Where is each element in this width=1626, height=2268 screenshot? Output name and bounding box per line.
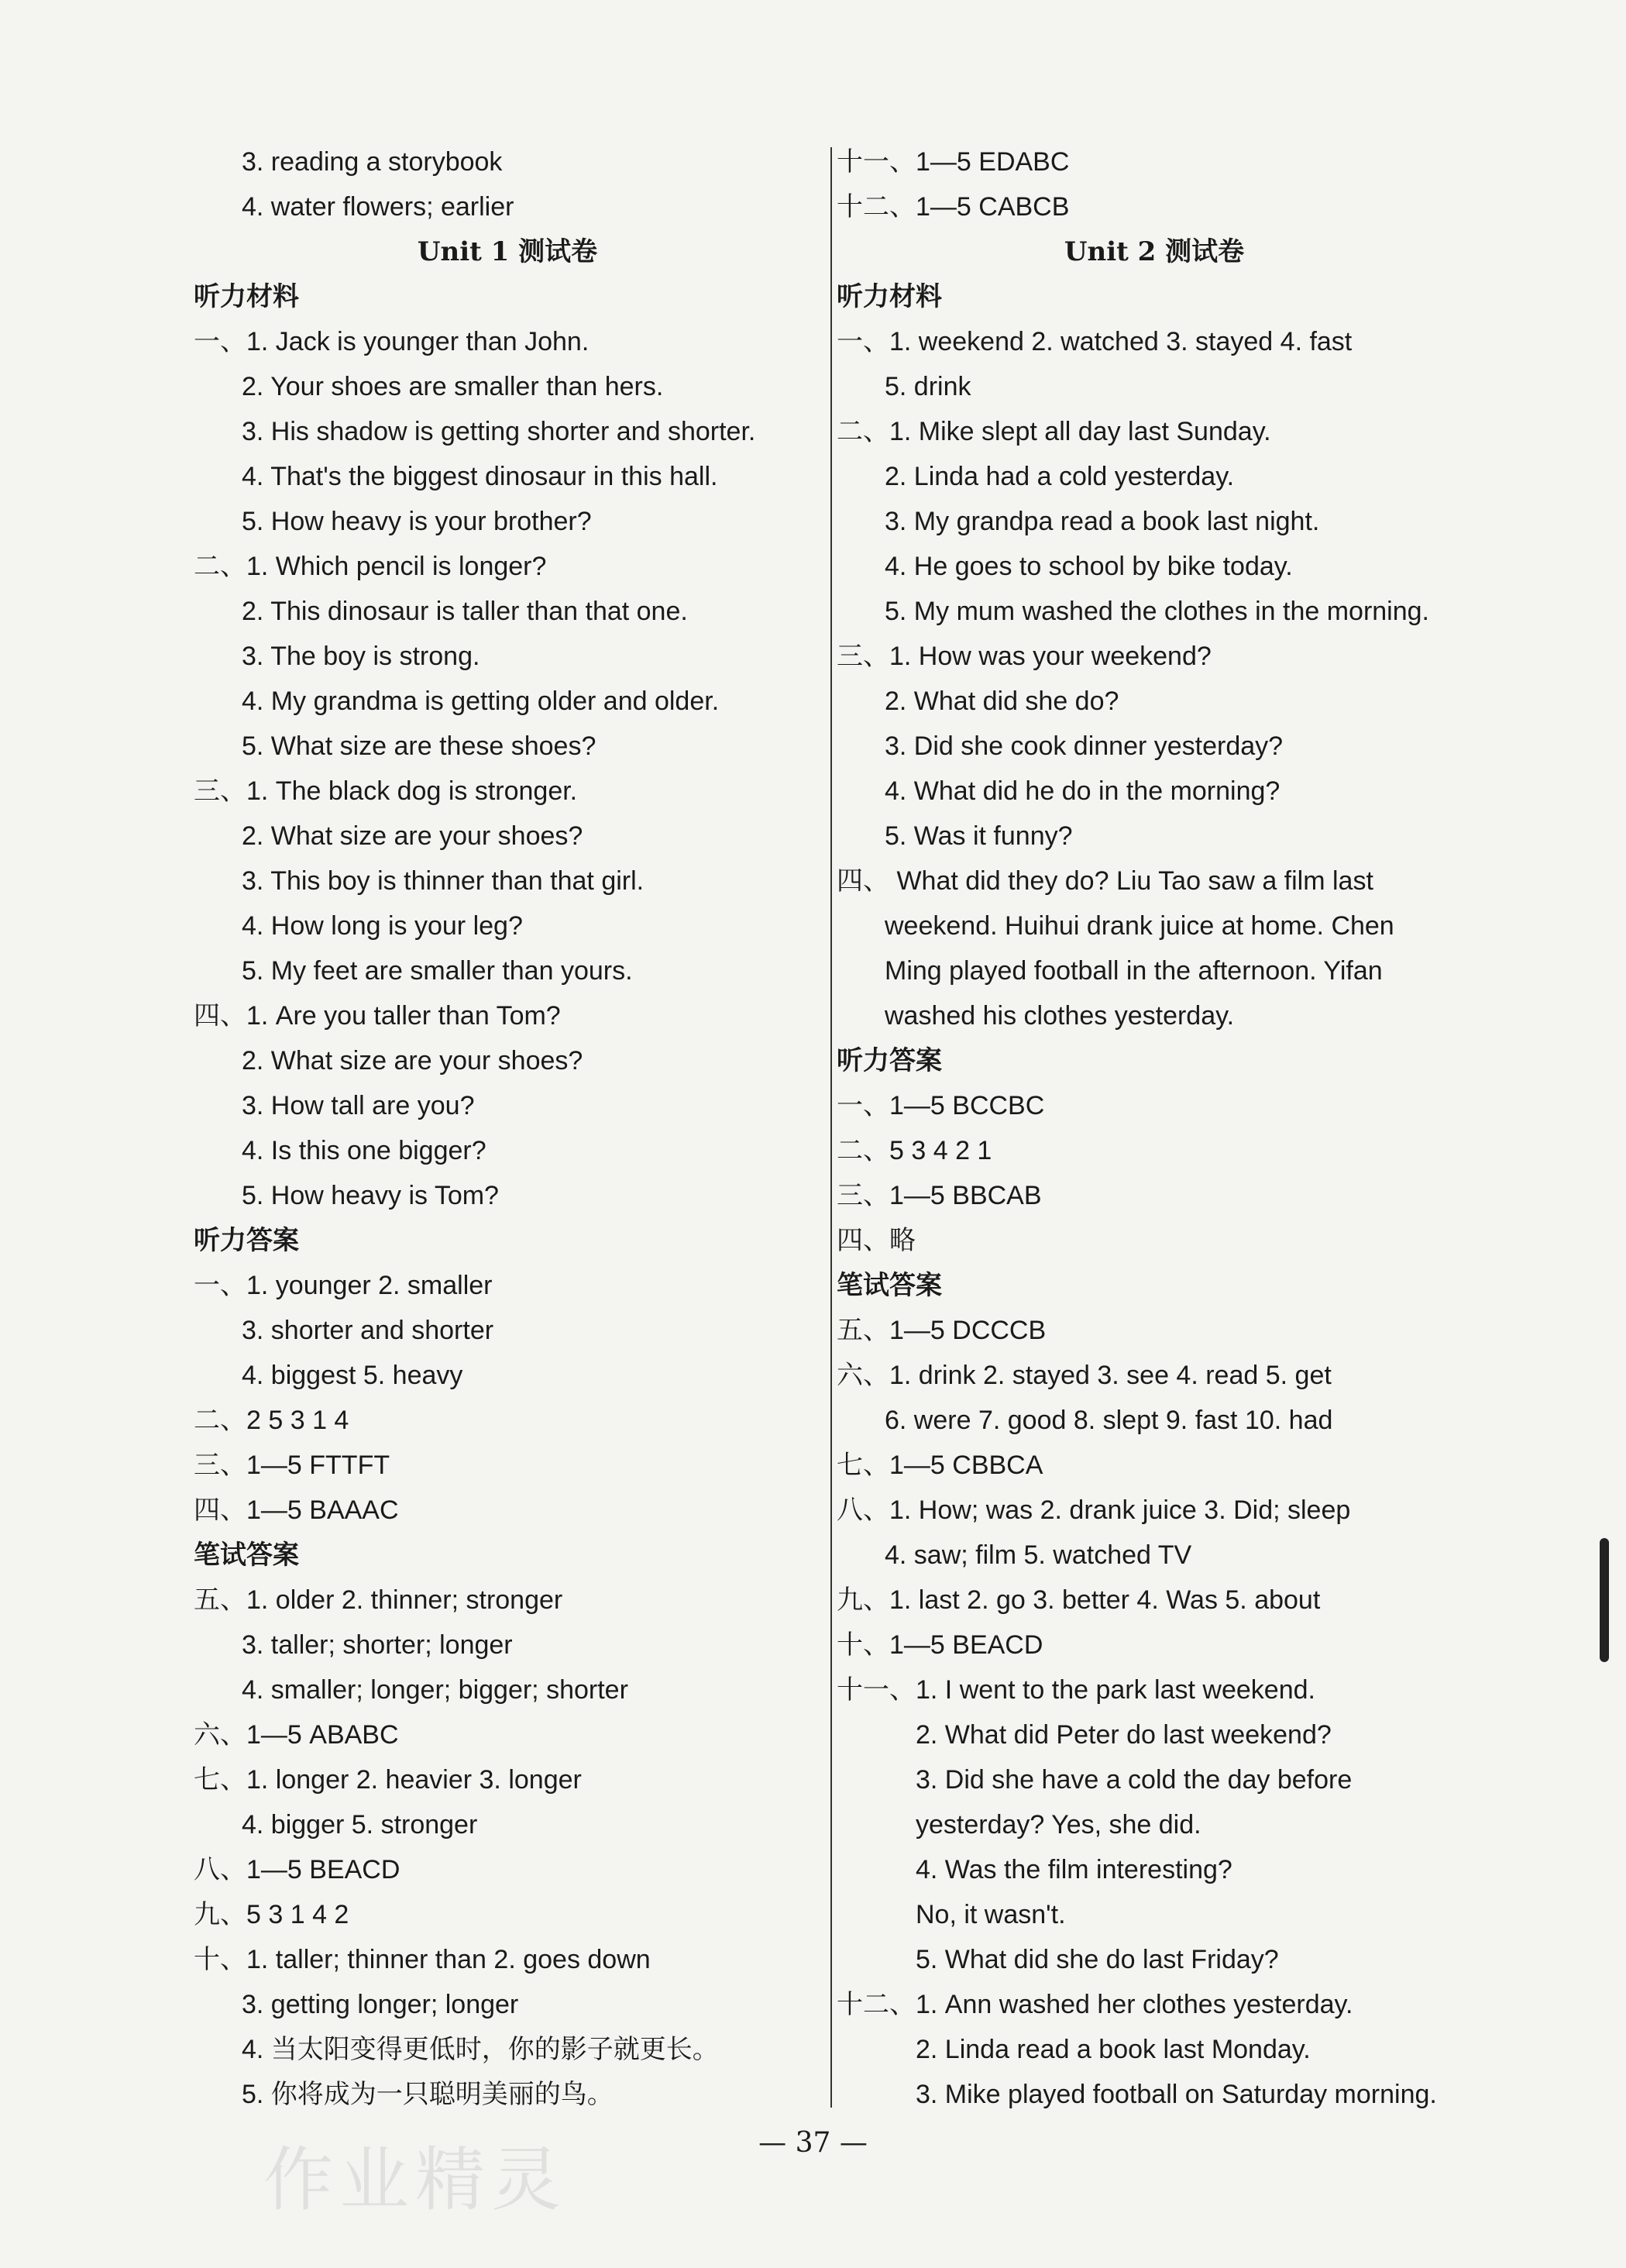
section-heading: 笔试答案 [194,1540,299,1571]
text-line: 5. My feet are smaller than yours. [242,956,633,986]
text-line: yesterday? Yes, she did. [916,1810,1201,1840]
text-line: 4. Was the film interesting? [916,1855,1232,1884]
text-line: 3. My grandpa read a book last night. [885,507,1320,536]
text-line: 4. That's the biggest dinosaur in this hall. [242,462,718,491]
watermark: 作业精灵 [263,2139,567,2221]
text-line: 十、1. taller; thinner than 2. goes down [194,1945,651,1974]
text-line: weekend. Huihui drank juice at home. Chen [885,911,1394,941]
text-line: 一、1. younger 2. smaller [194,1271,493,1300]
text-line: 4. My grandma is getting older and older. [242,687,720,716]
text-line: 4. smaller; longer; bigger; shorter [242,1675,628,1705]
text-line: 3. reading a storybook [242,147,503,177]
text-line: 3. getting longer; longer [242,1990,519,2019]
right-column [837,139,1472,2117]
text-line: 3. His shadow is getting shorter and shorter. [242,417,756,446]
text-line: 五、1. older 2. thinner; stronger [194,1585,563,1615]
text-line: 2. Your shoes are smaller than hers. [242,372,664,401]
text-line: 4. water flowers; earlier [242,192,514,222]
text-line: 六、1—5 ABABC [194,1720,399,1750]
text-line: 5. How heavy is your brother? [242,507,592,536]
text-line: 十、1—5 BEACD [837,1630,1043,1660]
text-line: 3. Did she have a cold the day before [916,1765,1353,1795]
text-line: 2. This dinosaur is taller than that one. [242,597,688,626]
text-line: 十二、1—5 CABCB [837,192,1070,222]
text-line: washed his clothes yesterday. [885,1001,1235,1031]
text-line: 4. bigger 5. stronger [242,1810,478,1840]
pen-mark [1600,1538,1609,1662]
text-line: 5. Was it funny? [885,821,1073,851]
unit-title: Unit 1 测试卷 [417,236,598,267]
text-line: 四、略 [837,1226,916,1255]
text-line: 3. Did she cook dinner yesterday? [885,731,1284,761]
text-line: 3. taller; shorter; longer [242,1630,513,1660]
text-line: 3. Mike played football on Saturday morning. [916,2080,1437,2109]
column-divider [830,147,832,2108]
text-line: 2. Linda had a cold yesterday. [885,462,1235,491]
text-line: 三、1—5 FTTFT [194,1451,390,1480]
section-heading: 听力材料 [194,281,299,312]
text-line: 6. were 7. good 8. slept 9. fast 10. had [885,1406,1333,1435]
text-line: 一、1. Jack is younger than John. [194,327,590,356]
text-line: 3. This boy is thinner than that girl. [242,866,645,896]
text-line: No, it wasn't. [916,1900,1066,1929]
text-line: 六、1. drink 2. stayed 3. see 4. read 5. get [837,1361,1332,1390]
unit-title: Unit 2 测试卷 [1064,236,1245,267]
text-line: 七、1. longer 2. heavier 3. longer [194,1765,582,1795]
text-line: 五、1—5 DCCCB [837,1316,1047,1345]
text-line: 八、1—5 BEACD [194,1855,400,1884]
text-line: 3. How tall are you? [242,1091,475,1120]
text-line: 九、5 3 1 4 2 [194,1900,349,1929]
text-line: 四、1. Are you taller than Tom? [194,1001,561,1031]
text-line: 5. How heavy is Tom? [242,1181,499,1210]
text-line: 一、1. weekend 2. watched 3. stayed 4. fast [837,327,1353,356]
text-line: 2. What size are your shoes? [242,821,583,851]
text-line: 三、1—5 BBCAB [837,1181,1042,1210]
text-line: 4. 当太阳变得更低时，你的影子就更长。 [242,2035,719,2064]
text-line: 七、1—5 CBBCA [837,1451,1043,1480]
section-heading: 听力答案 [194,1225,299,1256]
text-line: 2. What did Peter do last weekend? [916,1720,1332,1750]
text-line: 十一、1. I went to the park last weekend. [837,1675,1315,1705]
text-line: 2. What size are your shoes? [242,1046,583,1075]
text-line: 3. The boy is strong. [242,642,480,671]
text-line: 4. What did he do in the morning? [885,776,1281,806]
text-line: 5. What did she do last Friday? [916,1945,1279,1974]
text-line: 三、1. How was your weekend? [837,642,1212,671]
text-line: 5. drink [885,372,971,401]
text-line: 四、1—5 BAAAC [194,1495,399,1525]
text-line: 四、 What did they do? Liu Tao saw a film last [837,866,1373,896]
text-line: 4. How long is your leg? [242,911,523,941]
text-line: 4. He goes to school by bike today. [885,552,1293,581]
left-column [194,139,821,2117]
text-line: 2. What did she do? [885,687,1119,716]
section-heading: 笔试答案 [837,1270,942,1301]
text-line: 5. 你将成为一只聪明美丽的鸟。 [242,2080,614,2109]
text-line: 二、1. Which pencil is longer? [194,552,547,581]
text-line: 4. biggest 5. heavy [242,1361,463,1390]
text-line: 3. shorter and shorter [242,1316,494,1345]
text-line: 二、2 5 3 1 4 [194,1406,349,1435]
text-line: 十一、1—5 EDABC [837,147,1070,177]
text-line: 九、1. last 2. go 3. better 4. Was 5. about [837,1585,1321,1615]
section-heading: 听力材料 [837,281,942,312]
page-number: — 37 — [758,2127,868,2159]
text-line: 4. Is this one bigger? [242,1136,486,1165]
text-line: 二、1. Mike slept all day last Sunday. [837,417,1271,446]
text-line: 4. saw; film 5. watched TV [885,1540,1192,1570]
text-line: 三、1. The black dog is stronger. [194,776,578,806]
text-line: 5. What size are these shoes? [242,731,596,761]
text-line: 十二、1. Ann washed her clothes yesterday. [837,1990,1353,2019]
text-line: Ming played football in the afternoon. Yifan [885,956,1383,986]
text-line: 二、5 3 4 2 1 [837,1136,992,1165]
text-line: 八、1. How; was 2. drank juice 3. Did; sleep [837,1495,1351,1525]
section-heading: 听力答案 [837,1045,942,1076]
text-line: 2. Linda read a book last Monday. [916,2035,1311,2064]
text-line: 一、1—5 BCCBC [837,1091,1045,1120]
text-line: 5. My mum washed the clothes in the morning. [885,597,1429,626]
